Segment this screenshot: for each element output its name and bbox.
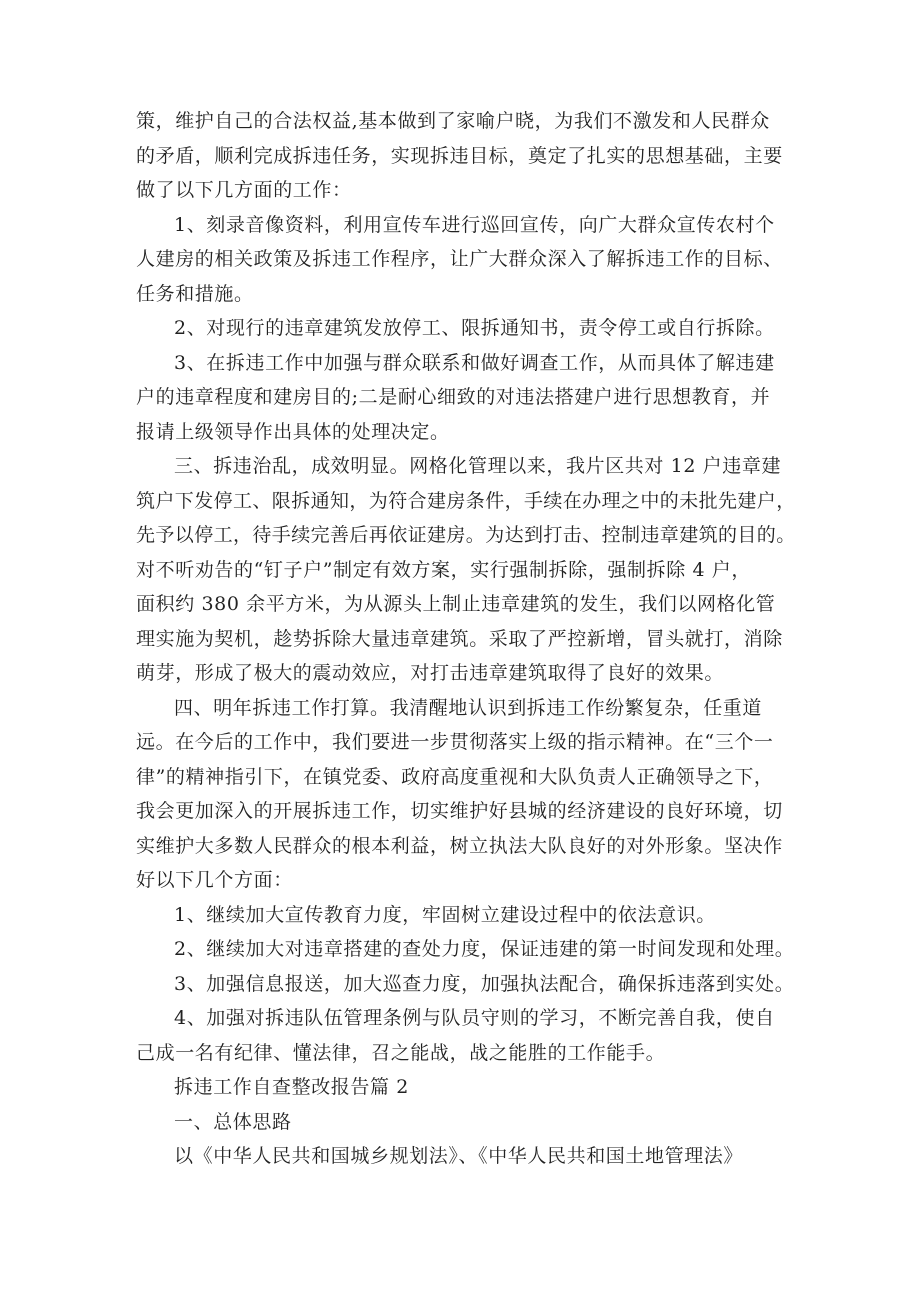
paragraph-title2 <box>136 1070 796 1105</box>
text-line: 2、对现行的违章建筑发放停工、限拆通知书，责令停工或自行拆除。 <box>174 317 775 339</box>
text-line: 律”的精神指引下，在镇党委、政府高度重视和大队负责人正确领导之下， <box>136 765 774 788</box>
text-line: 人建房的相关政策及拆违工作程序，让广大群众深入了解拆违工作的目标、 <box>136 248 783 270</box>
text-line: 己成一名有纪律、懂法律，召之能战，战之能胜的工作能手。 <box>136 1041 666 1064</box>
text-line: 的矛盾，顺利完成拆违任务，实现拆违目标，奠定了扎实的思想基础，主要 <box>136 144 783 167</box>
text-line: 报请上级领导作出具体的处理决定。 <box>136 420 450 443</box>
text-line: 三、拆违治乱，成效明显。网格化管理以来，我片区共对 12 户违章建 <box>174 455 782 477</box>
paragraph-plan3 <box>136 967 796 1002</box>
paragraph-item2 <box>136 311 796 346</box>
text-line: 4、加强对拆违队伍管理条例与队员守则的学习，不断完善自我，使自 <box>174 1007 775 1029</box>
text-line: 一、总体思路 <box>174 1110 292 1133</box>
text-line: 拆违工作自查整改报告篇 2 <box>174 1076 409 1098</box>
text-line: 四、明年拆违工作打算。我清醒地认识到拆违工作纷繁复杂，任重道 <box>174 696 763 719</box>
paragraph-plan2 <box>136 932 796 967</box>
text-line: 3、在拆违工作中加强与群众联系和做好调查工作，从而具体了解违建 <box>174 351 775 374</box>
text-line: 策，维护自己的合法权益,基本做到了家喻户晓，为我们不激发和人民群众 <box>136 110 770 132</box>
text-line: 我会更加深入的开展拆违工作，切实维护好县城的经济建设的良好环境，切 <box>136 800 783 822</box>
paragraph-item1 <box>136 208 796 312</box>
text-line: 3、加强信息报送，加大巡查力度，加强执法配合，确保拆违落到实处。 <box>174 972 795 995</box>
text-line: 对不听劝告的“钉子户”制定有效方案，实行强制拆除，强制拆除 4 户， <box>136 558 751 581</box>
text-line: 2、继续加大对违章搭建的查处力度，保证违建的第一时间发现和处理。 <box>174 938 795 960</box>
text-line: 做了以下几方面的工作： <box>136 179 352 201</box>
paragraph-item3 <box>136 346 796 450</box>
text-line: 先予以停工，待手续完善后再依证建房。为达到打击、控制违章建筑的目的。 <box>136 524 796 546</box>
text-line: 户的违章程度和建房目的;二是耐心细致的对违法搭建户进行思想教育，并 <box>136 386 771 408</box>
text-line: 萌芽，形成了极大的震动效应，对打击违章建筑取得了良好的效果。 <box>136 662 725 684</box>
document-body <box>136 104 796 1174</box>
text-line: 面积约 380 余平方米，为从源头上制止违章建筑的发生，我们以网格化管 <box>136 593 776 615</box>
paragraph-basis <box>136 1139 796 1174</box>
text-line: 任务和措施。 <box>136 282 254 305</box>
paragraph-general <box>136 1105 796 1140</box>
paragraph-section4 <box>136 691 796 898</box>
text-line: 远。在今后的工作中，我们要进一步贯彻落实上级的指示精神。在“三个一 <box>136 731 774 753</box>
paragraph-intro <box>136 104 796 208</box>
text-line: 实维护大多数人民群众的根本利益，树立执法大队良好的对外形象。坚决作 <box>136 834 783 857</box>
paragraph-plan4 <box>136 1001 796 1070</box>
text-line: 理实施为契机，趁势拆除大量违章建筑。采取了严控新增，冒头就打，消除 <box>136 627 783 650</box>
text-line: 1、刻录音像资料，利用宣传车进行巡回宣传，向广大群众宣传农村个 <box>174 213 775 236</box>
text-line: 好以下几个方面： <box>136 869 293 891</box>
paragraph-section3 <box>136 449 796 691</box>
paragraph-plan1 <box>136 898 796 933</box>
text-line: 以《中华人民共和国城乡规划法》、《中华人民共和国土地管理法》 <box>174 1145 744 1167</box>
text-line: 1、继续加大宣传教育力度，牢固树立建设过程中的依法意识。 <box>174 903 716 926</box>
text-line: 筑户下发停工、限拆通知，为符合建房条件，手续在办理之中的未批先建户， <box>136 489 796 512</box>
